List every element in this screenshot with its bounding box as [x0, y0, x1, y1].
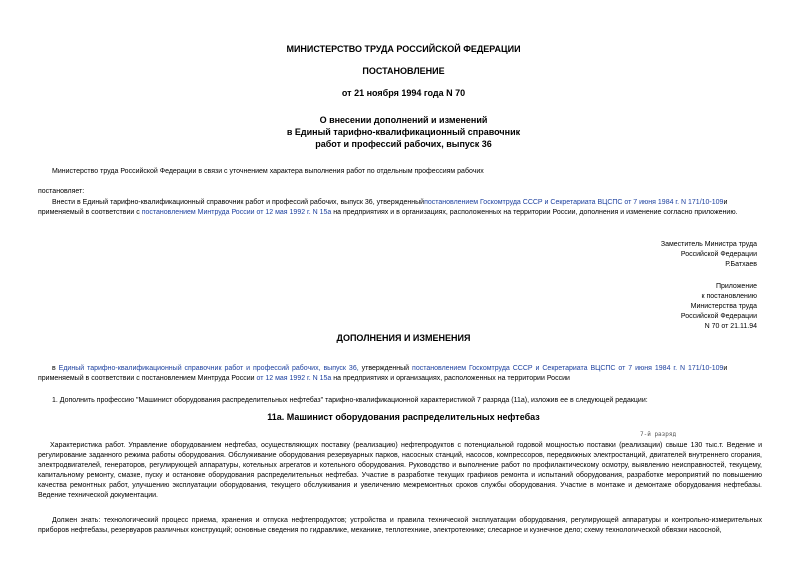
ministry-heading: МИНИСТЕРСТВО ТРУДА РОССИЙСКОЙ ФЕДЕРАЦИИ	[286, 44, 521, 54]
item-1: 1. Дополнить профессию "Машинист оборудования распределительных нефтебаз" тарифно-квалификационной характеристикой 7 разряда (11а), изложив ее в следующей редакции:	[52, 397, 648, 404]
mintrud-decree-link[interactable]: постановлением Минтруда России от 12 мая 1992 г. N 15а	[141, 209, 332, 216]
decree-text: и	[723, 199, 728, 206]
doc-title-line: в Единый тарифно-квалификационный справочник	[286, 127, 521, 137]
decree-word: постановляет:	[38, 188, 85, 195]
intro-text: утвержденный	[361, 365, 410, 372]
signature-line: Российской Федерации	[680, 251, 757, 258]
decree-text: на предприятиях и в организациях, расположенных на территории России, дополнения и изменение согласно приложению.	[333, 209, 738, 216]
appendix-block	[557, 282, 757, 332]
signature-line: Заместитель Министра труда	[660, 241, 757, 248]
intro-line-1	[52, 364, 762, 374]
characteristic-paragraph: Характеристика работ. Управление оборудованием нефтебаз, осуществляющих поставку (реализацию) нефтепродуктов с потенциальной годовой мощностью поставки (реализации) свыше 130 тыс.т. Ведение и регулирование заданного режима работы оборудования. Обслуживание оборудования резервуарных парков, насосных станций, насосов, компрессоров, передвижных электростанций, двигателей внутреннего сгорания, электродвигателей, генераторов, регулирующей аппаратуры, котельных агрегатов и котельного оборудования. Руководство и выполнение работ по профилактическому осмотру, выявлению неисправностей, текущему, капитальному ремонту, смазке, пуску и остановке оборудования распределительных нефтебаз. Участие в разработке текущих графиков ремонта и испытаний оборудования, разработке мероприятий по повышению качества ремонтных работ, улучшению эксплуатации оборудования, текущего обслуживания и увеличению межремонтных сроков службы оборудования. Участие в монтаже и демонтаже оборудования нефтебазы. Ведение технической документации.	[38, 442, 762, 499]
profession-title: 11а. Машинист оборудования распределительных нефтебаз	[267, 412, 540, 422]
etks-link[interactable]: Единый тарифно-квалификационный справочник работ и профессий рабочих, выпуск 36,	[58, 365, 359, 372]
razryad-label: 7-й разряд	[640, 431, 677, 438]
doc-type-heading: ПОСТАНОВЛЕНИЕ	[362, 66, 445, 76]
appendix-line: Приложение	[715, 283, 757, 290]
doc-title-line: О внесении дополнений и изменений	[319, 115, 488, 125]
doc-title-line: работ и профессий рабочих, выпуск 36	[315, 139, 492, 149]
signature-line: Р.Батхаев	[725, 261, 757, 268]
intro-line-2	[38, 374, 570, 384]
decree-text: применяемый в соответствии с	[38, 209, 140, 216]
gkt-decree-link[interactable]: постановлением Госкомтруда СССР и Секретариата ВЦСПС от 7 июня 1984 г. N 171/10-109	[424, 199, 724, 206]
doc-date: от 21 ноября 1994 года N 70	[341, 88, 466, 98]
decree-text: Внести в Единый тарифно-квалификационный справочник работ и профессий рабочих, выпуск 36, утвержденный	[52, 199, 425, 206]
doc-title	[0, 114, 807, 150]
appendix-line: N 70 от 21.11.94	[704, 323, 757, 330]
intro-text: применяемый в соответствии с постановлением Минтруда России	[38, 375, 255, 382]
appendix-line: Министерства труда	[690, 303, 757, 310]
decree-line-2	[38, 208, 738, 218]
signature-block	[557, 240, 757, 270]
mintrud-decree-link-2[interactable]: от 12 мая 1992 г. N 15а	[256, 375, 332, 382]
intro-text: и	[723, 365, 728, 372]
preamble: Министерство труда Российской Федерации в связи с уточнением характера выполнения работ по отдельным профессиям рабочих	[52, 168, 484, 175]
must-know-paragraph: Должен знать: технологический процесс приема, хранения и отпуска нефтепродуктов; устройства и правила технической эксплуатации оборудования, регулирующей аппаратуры и контрольно-измерительных приборов нефтебазы, резервуаров различных конструкций; основные сведения по гидравлике, механике, теплотехнике, электротехнике; слесарное и кузнечное дело; схему технологической обвязки насосной,	[38, 517, 762, 534]
gkt-decree-link-2[interactable]: постановлением Госкомтруда СССР и Секретариата ВЦСПС от 7 июня 1984 г. N 171/10-109	[412, 365, 724, 372]
intro-text: на предприятиях и организациях, расположенных на территории России	[333, 375, 570, 382]
appendix-line: к постановлению	[701, 293, 757, 300]
intro-text: в	[52, 365, 56, 372]
section-title: ДОПОЛНЕНИЯ И ИЗМЕНЕНИЯ	[336, 333, 471, 343]
decree-line-1	[52, 198, 727, 208]
appendix-line: Российской Федерации	[680, 313, 757, 320]
